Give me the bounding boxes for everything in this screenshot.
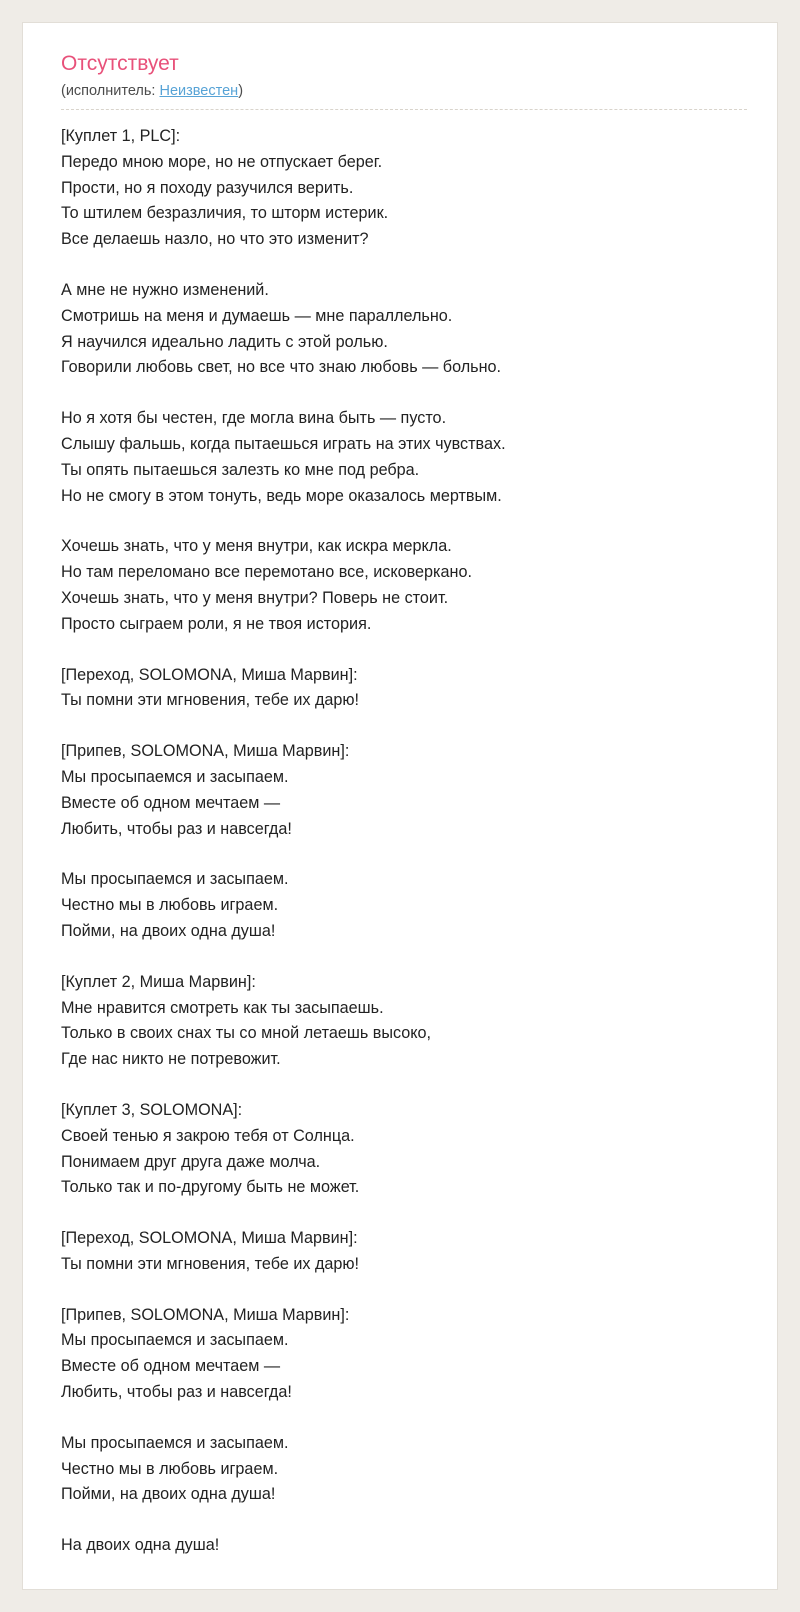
lyrics-line: Понимаем друг друга даже молча. — [61, 1152, 321, 1171]
lyrics-line: Пойми, на двоих одна душа! — [61, 1485, 276, 1504]
lyrics-line: Ты помни эти мгновения, тебе их дарю! — [61, 691, 360, 710]
lyrics-block — [61, 534, 747, 637]
lyrics-line: [Припев, SOLOMONA, Миша Марвин]: — [61, 742, 350, 761]
lyrics-line: [Переход, SOLOMONA, Миша Марвин]: — [61, 1229, 358, 1248]
artist-line — [61, 83, 747, 110]
lyrics-line: Передо мною море, но не отпускает берег. — [61, 152, 383, 171]
lyrics-block — [61, 1303, 747, 1406]
lyrics-line: Ты помни эти мгновения, тебе их дарю! — [61, 1254, 360, 1273]
lyrics-line: Смотришь на меня и думаешь — мне параллельно. — [61, 306, 453, 325]
lyrics-line: Вместе об одном мечтаем — — [61, 1357, 281, 1376]
artist-link[interactable]: Неизвестен — [159, 83, 239, 99]
lyrics-block — [61, 124, 747, 253]
lyrics-block — [61, 406, 747, 509]
lyrics-block — [61, 1098, 747, 1201]
lyrics-line: То штилем безразличия, то шторм истерик. — [61, 204, 389, 223]
lyrics-line: Мы просыпаемся и засыпаем. — [61, 1331, 289, 1350]
lyrics-line: Честно мы в любовь играем. — [61, 896, 279, 915]
lyrics-block — [61, 278, 747, 381]
page-title: Отсутствует — [61, 52, 179, 75]
lyrics-line: Но я хотя бы честен, где могла вина быть — пусто. — [61, 409, 447, 428]
lyrics-line: Ты опять пытаешься залезть ко мне под ребра. — [61, 460, 420, 479]
lyrics-sheet — [22, 22, 778, 1590]
artist-prefix-label: (исполнитель: — [61, 83, 156, 99]
lyrics-line: [Припев, SOLOMONA, Миша Марвин]: — [61, 1305, 350, 1324]
lyrics-line: [Куплет 3, SOLOMONA]: — [61, 1100, 243, 1119]
lyrics-block — [61, 1431, 747, 1508]
lyrics-line: Говорили любовь свет, но все что знаю любовь — больно. — [61, 358, 502, 377]
lyrics-line: Только так и по-другому быть не может. — [61, 1178, 360, 1197]
lyrics-block — [61, 663, 747, 715]
lyrics-line: На двоих одна душа! — [61, 1536, 220, 1555]
lyrics-line: Хочешь знать, что у меня внутри, как искра меркла. — [61, 537, 452, 556]
lyrics-line: Я научился идеально ладить с этой ролью. — [61, 332, 388, 351]
lyrics-line: Вместе об одном мечтаем — — [61, 793, 281, 812]
lyrics-line: Прости, но я походу разучился верить. — [61, 178, 354, 197]
lyrics-line: Любить, чтобы раз и навсегда! — [61, 819, 292, 838]
lyrics-block — [61, 1226, 747, 1278]
lyrics-line: Мы просыпаемся и засыпаем. — [61, 767, 289, 786]
lyrics-line: А мне не нужно изменений. — [61, 280, 269, 299]
lyrics-line: [Куплет 1, PLC]: — [61, 127, 181, 145]
lyrics-line: Мы просыпаемся и засыпаем. — [61, 1433, 289, 1452]
lyrics-line: [Куплет 2, Миша Марвин]: — [61, 972, 256, 991]
artist-suffix-label: ) — [238, 83, 244, 99]
lyrics-line: Любить, чтобы раз и навсегда! — [61, 1383, 292, 1402]
lyrics-line: Но там переломано все перемотано все, исковеркано. — [61, 563, 472, 582]
lyrics-block — [61, 867, 747, 944]
lyrics-block — [61, 1533, 747, 1559]
lyrics-line: Где нас никто не потревожит. — [61, 1050, 281, 1069]
lyrics-body — [61, 124, 747, 1559]
lyrics-line: Хочешь знать, что у меня внутри? Поверь не стоит. — [61, 588, 449, 607]
lyrics-line: Слышу фальшь, когда пытаешься играть на этих чувствах. — [61, 434, 506, 453]
lyrics-line: Все делаешь назло, но что это изменит? — [61, 230, 369, 249]
lyrics-line: Мы просыпаемся и засыпаем. — [61, 870, 289, 889]
lyrics-block — [61, 970, 747, 1073]
lyrics-line: Просто сыграем роли, я не твоя история. — [61, 614, 372, 633]
lyrics-line: Своей тенью я закрою тебя от Солнца. — [61, 1126, 355, 1145]
lyrics-line: Пойми, на двоих одна душа! — [61, 921, 276, 940]
lyrics-line: Мне нравится смотреть как ты засыпаешь. — [61, 998, 384, 1017]
lyrics-block — [61, 739, 747, 842]
lyrics-line: Только в своих снах ты со мной летаешь высоко, — [61, 1024, 432, 1043]
lyrics-line: Честно мы в любовь играем. — [61, 1459, 279, 1478]
lyrics-line: Но не смогу в этом тонуть, ведь море оказалось мертвым. — [61, 486, 502, 505]
lyrics-line: [Переход, SOLOMONA, Миша Марвин]: — [61, 665, 358, 684]
